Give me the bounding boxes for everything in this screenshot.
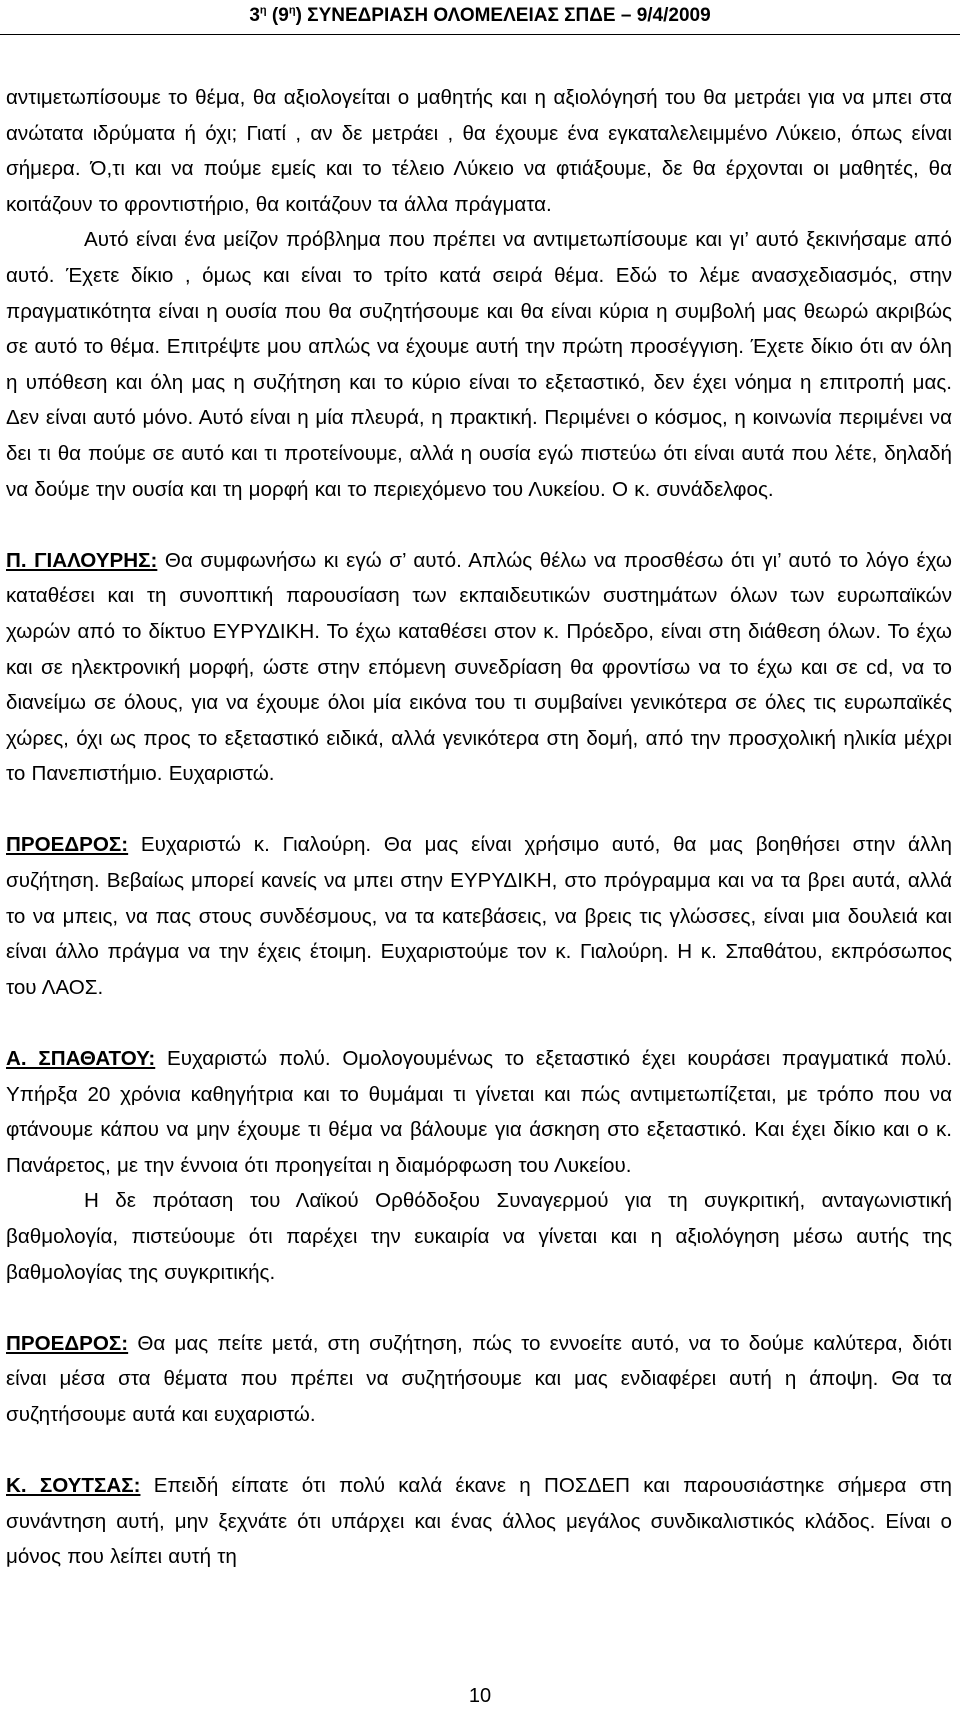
- speech-president: [6, 1326, 952, 1433]
- header-session-number-inner: 9: [278, 5, 289, 26]
- paragraph-gap: [6, 1433, 952, 1469]
- speech-text: Ευχαριστώ κ. Γιαλούρη. Θα μας είναι χρήσιμο αυτό, θα μας βοηθήσει στην άλλη συζήτηση. Βεβαίως μπορεί κανείς να μπει στην ΕΥΡΥΔΙΚΗ, στο πρόγραμμα και να τα βρει αυτά, αλλά το να μπεις, να πας στους συνδέσμους, να τα κατεβάσεις, να βρεις τις γλώσσες, είναι μια δουλειά και είναι άλλο πράγμα να την έχεις έτοιμη. Ευχαριστούμε τον κ. Γιαλούρη. Η κ. Σπαθάτου, εκπρόσωπος του ΛΑΟΣ.: [6, 833, 952, 999]
- speech-soutsas: [6, 1468, 952, 1575]
- header-superscript: η: [259, 4, 267, 17]
- header-divider: [0, 34, 960, 35]
- speaker-name: Π. ΓΙΑΛΟΥΡΗΣ:: [6, 548, 158, 572]
- speaker-name: ΠΡΟΕΔΡΟΣ:: [6, 1331, 129, 1355]
- speech-spathatou: [6, 1041, 952, 1183]
- paragraph: Η δε πρόταση του Λαϊκού Ορθόδοξου Συναγερμού για τη συγκριτική, ανταγωνιστική βαθμολογία, πιστεύουμε ότι παρέχει την ευκαιρία να γίνεται και η αξιολόγηση μέσω αυτής της βαθμολογίας της συγκριτικής.: [6, 1189, 952, 1284]
- speech-text: Θα μας πείτε μετά, στη συζήτηση, πώς το εννοείτε αυτό, να το δούμε καλύτερα, διότι είναι μέσα στα θέματα που πρέπει να συζητήσουμε και μας ενδιαφέρει αυτή η άποψη. Θα τα συζητήσουμε αυτά και ευχαριστώ.: [6, 1331, 952, 1426]
- speech-giialouris: [6, 543, 952, 792]
- speaker-name: Κ. ΣΟΥΤΣΑΣ:: [6, 1474, 141, 1498]
- speaker-name: ΠΡΟΕΔΡΟΣ:: [6, 833, 129, 857]
- page-header: $3^\eta$ $(9^\eta)$ ΣΥΝΕΔΡΙΑΣΗ ΟΛΟΜΕΛΕΙΑΣ ΣΠΔΕ – 9/4/2009: [249, 4, 711, 26]
- speech-text: Ευχαριστώ πολύ. Ομολογουμένως το εξεταστικό έχει κουράσει πραγματικά πολύ. Υπήρξα 20 χρόνια καθηγήτρια και το θυμάμαι τι γίνεται και πώς αντιμετωπίζεται, με τρόπο που να φτάνουμε κάπου να μην έχουμε τι θέμα να βάλουμε για άσκηση στο εξεταστικό. Και έχει δίκιο και ο κ. Πανάρετος, με την έννοια ότι προηγείται η διαμόρφωση του Λυκείου.: [6, 1047, 952, 1177]
- paragraph: Αυτό είναι ένα μείζον πρόβλημα που πρέπει να αντιμετωπίσουμε και γι’ αυτό ξεκινήσαμε από αυτό. Έχετε δίκιο , όμως και είναι το τρίτο κατά σειρά θέμα. Εδώ το λέμε ανασχεδιασμός, στην πραγματικότητα είναι η ουσία που θα συζητήσουμε και θα είναι κύρια η συμβολή μας θεωρώ ακριβώς σε αυτό το θέμα. Επιτρέψτε μου απλώς να έχουμε αυτή την πρώτη προσέγγιση. Έχετε δίκιο ότι αν όλη η υπόθεση και όλη μας η συζήτηση και το κύριο είναι το εξεταστικό, δεν έχει νόημα η επιτροπή μας. Δεν είναι αυτό μόνο. Αυτό είναι η μία πλευρά, η πρακτική. Περιμένει ο κόσμος, η κοινωνία περιμένει να δει τι θα πούμε σε αυτό και τι προτείνουμε, αλλά η ουσία εγώ πιστεύω ότι είναι αυτά που λέτε, δηλαδή να δούμε την ουσία και τη μορφή και το περιεχόμενο του Λυκείου. Ο κ. συνάδελφος.: [6, 228, 952, 501]
- paragraph-gap: [6, 1005, 952, 1041]
- speech-text: Θα συμφωνήσω κι εγώ σ’ αυτό. Απλώς θέλω να προσθέσω ότι γι’ αυτό το λόγο έχω καταθέσει και τη συνοπτική παρουσίαση των εκπαιδευτικών συστημάτων όλων των ευρωπαϊκών χωρών από το δίκτυο ΕΥΡΥΔΙΚΗ. Το έχω καταθέσει στον κ. Πρόεδρο, είναι στη διάθεση όλων. Το έχω και σε ηλεκτρονική μορφή, ώστε στην επόμενη συνεδρίαση θα φροντίσω να το έχω και σε cd, να το διανείμω σε όλους, για να έχουμε όλοι μία εικόνα του τι συμβαίνει γενικότερα σε όλες τις ευρωπαϊκές χώρες, όχι ως προς το εξεταστικό ειδικά, αλλά γενικότερα στη δομή, από την προσχολική ηλικία μέχρι το Πανεπιστήμιο. Ευχαριστώ.: [6, 548, 952, 786]
- speech-text: Επειδή είπατε ότι πολύ καλά έκανε η ΠΟΣΔΕΠ και παρουσιάστηκε σήμερα στη συνάντηση αυτή, μην ξεχνάτε ότι υπάρχει και ένας άλλος μεγάλος συνδικαλιστικός κλάδος. Είναι ο μόνος που λείπει αυτή τη: [6, 1474, 952, 1569]
- speaker-name: Α. ΣΠΑΘΑΤΟΥ:: [6, 1047, 156, 1071]
- header-superscript-inner: η: [288, 4, 296, 17]
- header-title: ) ΣΥΝΕΔΡΙΑΣΗ ΟΛΟΜΕΛΕΙΑΣ ΣΠΔΕ – 9/4/2009: [295, 5, 711, 26]
- header-session-number: 3: [249, 5, 260, 26]
- document-body: [6, 80, 952, 1575]
- paragraph-gap: [6, 1290, 952, 1326]
- paragraph: αντιμετωπίσουμε το θέμα, θα αξιολογείται ο μαθητής και η αξιολόγησή του θα μετράει για να μπει στα ανώτατα ιδρύματα ή όχι; Γιατί , αν δε μετράει , θα έχουμε ένα εγκαταλελειμμένο Λύκειο, όπως είναι σήμερα. Ό,τι και να πούμε εμείς και το τέλειο Λύκειο να φτιάξουμε, δε θα έρχονται οι μαθητές, θα κοιτάζουν το φροντιστήριο, θα κοιτάζουν τα άλλα πράγματα.: [6, 86, 952, 216]
- paragraph-gap: [6, 507, 952, 543]
- page-number: 10: [468, 1685, 492, 1707]
- paragraph-gap: [6, 792, 952, 828]
- speech-president: [6, 827, 952, 1005]
